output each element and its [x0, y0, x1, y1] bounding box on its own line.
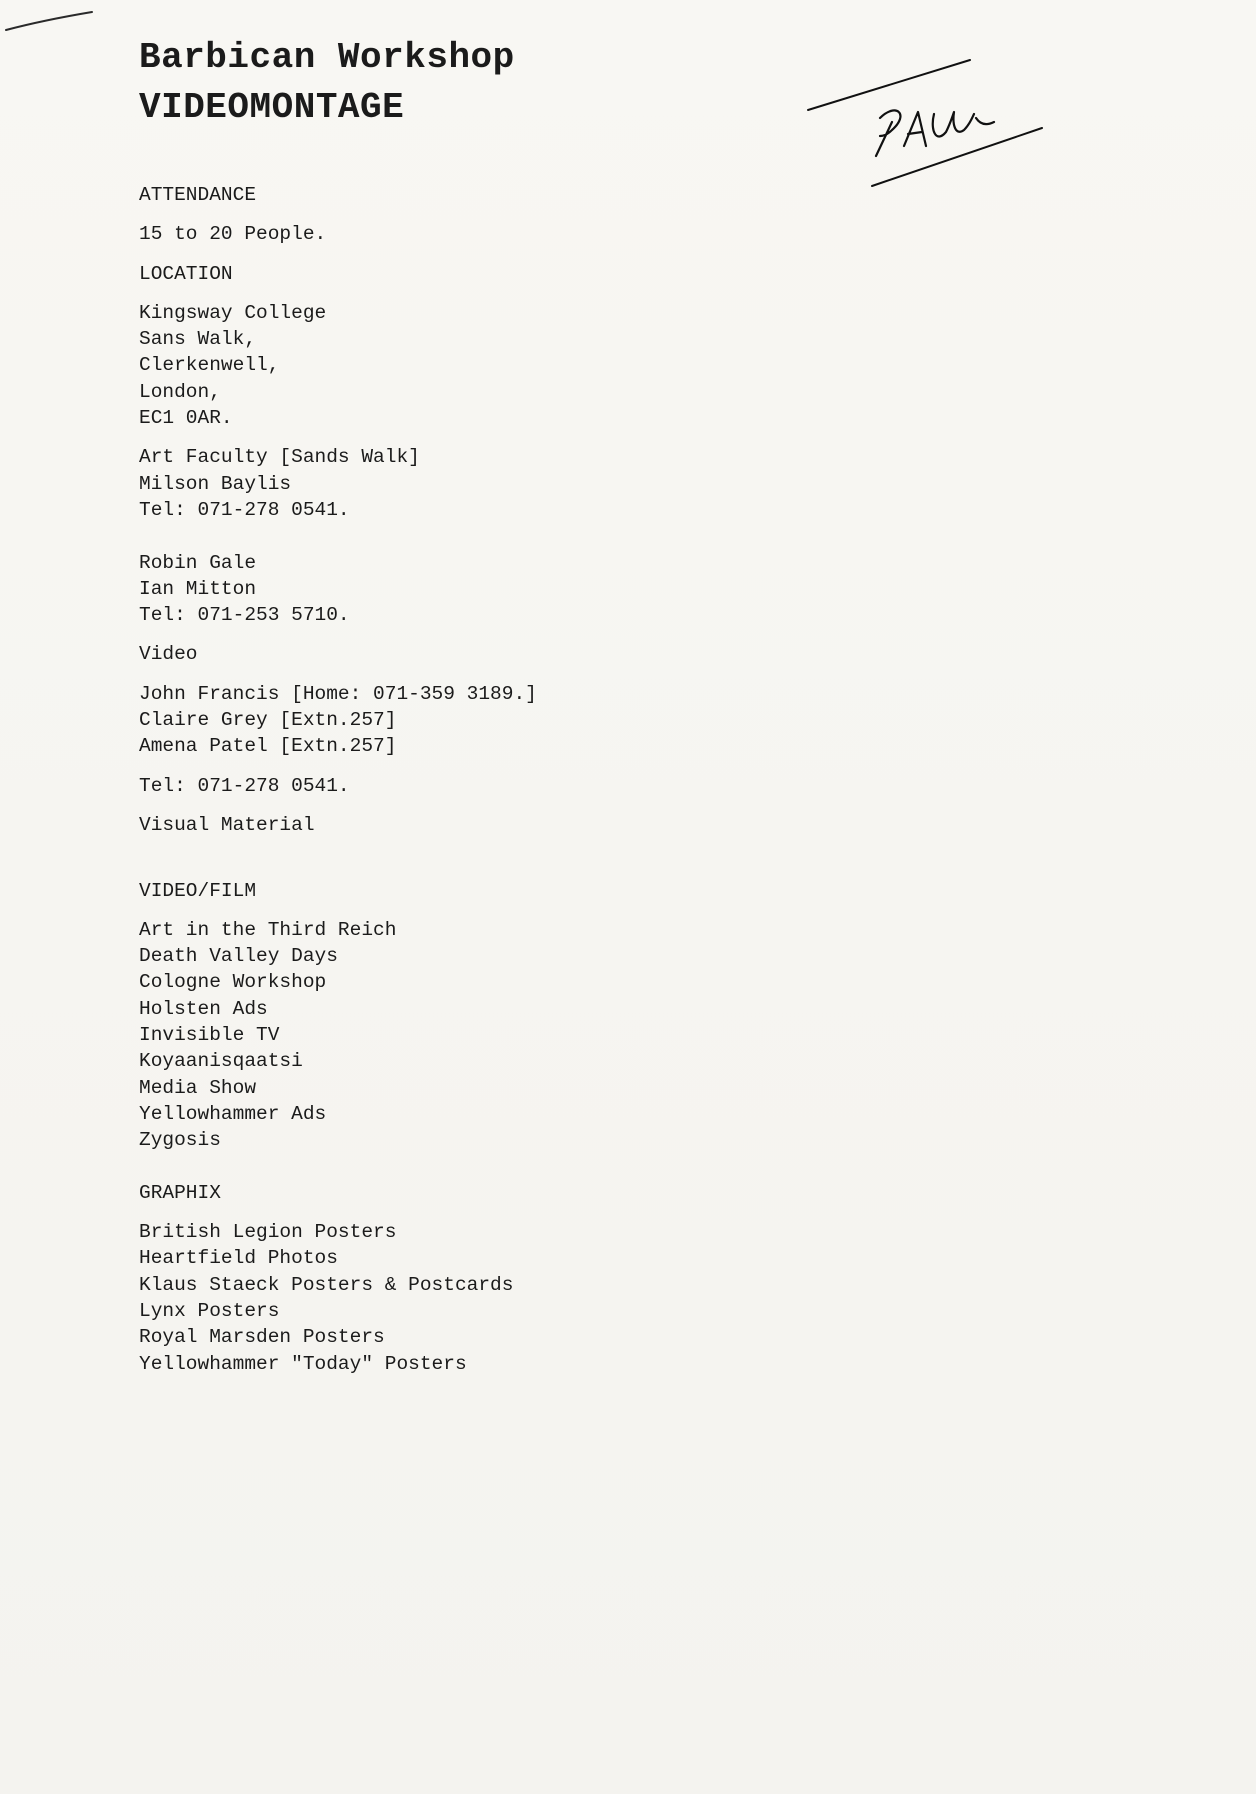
graphix-item: Lynx Posters: [139, 1299, 280, 1322]
location-label: LOCATION: [139, 262, 233, 285]
film-item: Invisible TV: [139, 1024, 280, 1047]
video-person: John Francis [Home: 071-359 3189.]: [139, 682, 537, 705]
video-tel: Tel: 071-278 0541.: [139, 774, 350, 797]
film-item: Death Valley Days: [139, 945, 338, 968]
film-item: Zygosis: [139, 1129, 221, 1152]
film-item: Media Show: [139, 1076, 257, 1099]
visual-material-label: Visual Material: [139, 813, 315, 836]
document-title: Barbican Workshop: [139, 37, 515, 78]
video-person: Amena Patel [Extn.257]: [139, 735, 397, 758]
location-line: London,: [139, 380, 221, 403]
contact-line: Ian Mitton: [139, 577, 257, 600]
graphix-item: Heartfield Photos: [139, 1247, 338, 1270]
graphix-label: GRAPHIX: [139, 1181, 221, 1204]
location-line: EC1 0AR.: [139, 407, 233, 430]
film-item: Art in the Third Reich: [139, 918, 397, 941]
document-body: [139, 182, 619, 1377]
location-line: Kingsway College: [139, 301, 327, 324]
graphix-item: Yellowhammer "Today" Posters: [139, 1352, 467, 1375]
graphix-item: Royal Marsden Posters: [139, 1326, 385, 1349]
film-item: Cologne Workshop: [139, 971, 327, 994]
handwritten-signature: [800, 52, 1050, 192]
graphix-item: British Legion Posters: [139, 1221, 397, 1244]
location-line: Clerkenwell,: [139, 354, 280, 377]
faculty-line: Tel: 071-278 0541.: [139, 498, 350, 521]
faculty-line: Art Faculty [Sands Walk]: [139, 446, 420, 469]
pencil-mark: [4, 8, 96, 36]
graphix-item: Klaus Staeck Posters & Postcards: [139, 1273, 514, 1296]
contact-line: Tel: 071-253 5710.: [139, 604, 350, 627]
document-subtitle: VIDEOMONTAGE: [139, 87, 405, 128]
faculty-line: Milson Baylis: [139, 472, 292, 495]
film-item: Koyaanisqaatsi: [139, 1050, 303, 1073]
video-person: Claire Grey [Extn.257]: [139, 709, 397, 732]
contact-line: Robin Gale: [139, 551, 257, 574]
attendance-label: ATTENDANCE: [139, 184, 257, 206]
film-item: Yellowhammer Ads: [139, 1102, 327, 1125]
location-line: Sans Walk,: [139, 328, 257, 351]
attendance-value: 15 to 20 People.: [139, 223, 327, 246]
film-item: Holsten Ads: [139, 997, 268, 1020]
video-film-label: VIDEO/FILM: [139, 879, 257, 902]
video-label: Video: [139, 643, 198, 666]
